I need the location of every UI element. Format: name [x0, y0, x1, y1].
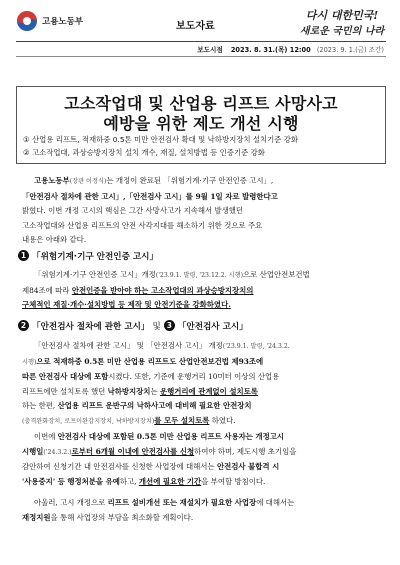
section-1-body: 「위험기계·기구 안전인증 고시」개정('23.9.1. 발령, '23.12.2. 시행)으로 산업안전보건법 제84조에 따라 안전인증을 받아야 하는 고소작업대의 과상승방지장치의 구체적인 재질·개수·설치방법 등 제작 및 안전기준을 강화하였다. — [22, 270, 310, 310]
section-number-3: 3 — [164, 320, 175, 331]
header-rule — [16, 41, 386, 42]
release-sub: (2023. 9. 1.(금) 조간) — [316, 46, 384, 54]
release-info — [197, 44, 384, 54]
subtitle-1: ① 산업용 리프트, 적재하중 0.5톤 미만 안전검사 확대 및 낙하방지장치 설치기준 강화 — [23, 135, 299, 144]
title-line-2: 예방을 위한 제도 개선 시행 — [103, 114, 299, 133]
intro-line-5: 내용은 아래와 같다. — [22, 235, 87, 245]
ministry-name: 고용노동부 — [42, 17, 84, 27]
ministry-emblem-icon — [16, 10, 38, 32]
intro-line-3: 밝혔다. 이번 개정 고시의 핵심은 그간 사망사고가 지속해서 발생했던 — [22, 206, 244, 216]
slogan-line2: 새로운 국민의 나라 — [299, 26, 385, 37]
intro-line-2: 「안전검사 절차에 관한 고시」,「안전검사 고시」를 9월 1일 자로 발령한다고 — [22, 191, 278, 201]
intro-paragraph: 고용노동부(장관 이정식)는 개정이 완료된 「위험기계·기구 안전인증 고시」, 「안전검사 절차에 관한 고시」,「안전검사 고시」를 9월 1일 자로 발령한다고 밝혔다. 이번 개정 고시의 핵심은 그간 사망사고가 지속해서 발생했던 고소작업대와 산업용 리프트의 안전 사각지대를 해소하기 위한 것으로 주요 내용은 아래와 같다. — [22, 174, 384, 248]
intro-ministry: 고용노동부 — [34, 176, 70, 185]
release-datetime: 2023. 8. 31.(목) 12:00 — [230, 46, 311, 54]
paragraph-financial-support: 아울러, 고시 개정으로 리프트 설비개선 또는 재설치가 필요한 사업장에 대해서는 재정지원을 통해 사업장의 부담을 최소화할 계획이다. — [22, 498, 295, 522]
header-rule-thin — [16, 56, 386, 57]
ministry-logo — [16, 10, 83, 32]
title-line-1: 고소작업대 및 산업용 리프트 사망사고 — [64, 94, 338, 113]
section-number-1: 1 — [18, 250, 29, 261]
intro-line-4: 고소작업대와 산업용 리프트의 안전 사각지대를 해소하기 위한 것으로 주요 — [22, 220, 263, 230]
section-1-heading: 1 「위험기계·기구 안전인증 고시」 — [18, 250, 158, 262]
subtitle-2: ② 고소작업대, 과상승방지장치 설치 개수, 재질, 설치방법 등 인증기준 강화 — [23, 148, 265, 157]
title-box — [16, 86, 386, 164]
release-label: 보도시점 — [197, 46, 223, 54]
section-number-2: 2 — [18, 320, 29, 331]
section-23-body: 「안전검사 절차에 관한 고시」 및 「안전검사 고시」 개정('23.9.1. 발령, '24.3.2. 시행)으로 적재하중 0.5톤 미만 산업용 리프트도 산업안전보건법 제93조에 따른 안전검사 대상에 포함시켰다. 또한, 기준에 운행거리 10미터 이상의 산업용 리프트에만 설치토록 했던 낙하방지장치는 운행거리에 관계없이 설치토록 하는 한편, 산업용 리프트 운반구의 낙하사고에 대비해 필요한 안전장치 (충격완화장치, 로프이완감지장치, 낙하방지장치)를 모두 설치토록 하였다. — [22, 341, 290, 425]
slogan — [296, 4, 388, 42]
section-23-heading: 2 「안전검사 절차에 관한 고시」 및 3 「안전검사 고시」 — [18, 320, 248, 332]
paragraph-grace-period: 이번에 안전검사 대상에 포함된 0.5톤 미만 산업용 리프트 사용자는 개정고시 시행일('24.3.2.)로부터 6개월 이내에 안전검사를 신청하여야 하며, 제도시행 초기임을 감안하여 신청기간 내 안전검사를 신청한 사업장에 대해서는 안전검사 불합격 시 '사용중지' 등 행정처분을 유예하고, 개선에 필요한 기간을 부여할 방침이다. — [22, 432, 297, 486]
slogan-line1: 다시 대한민국! — [305, 9, 379, 22]
doc-kind: 보도자료 — [176, 21, 215, 32]
slogan-calligraphy — [296, 4, 388, 42]
